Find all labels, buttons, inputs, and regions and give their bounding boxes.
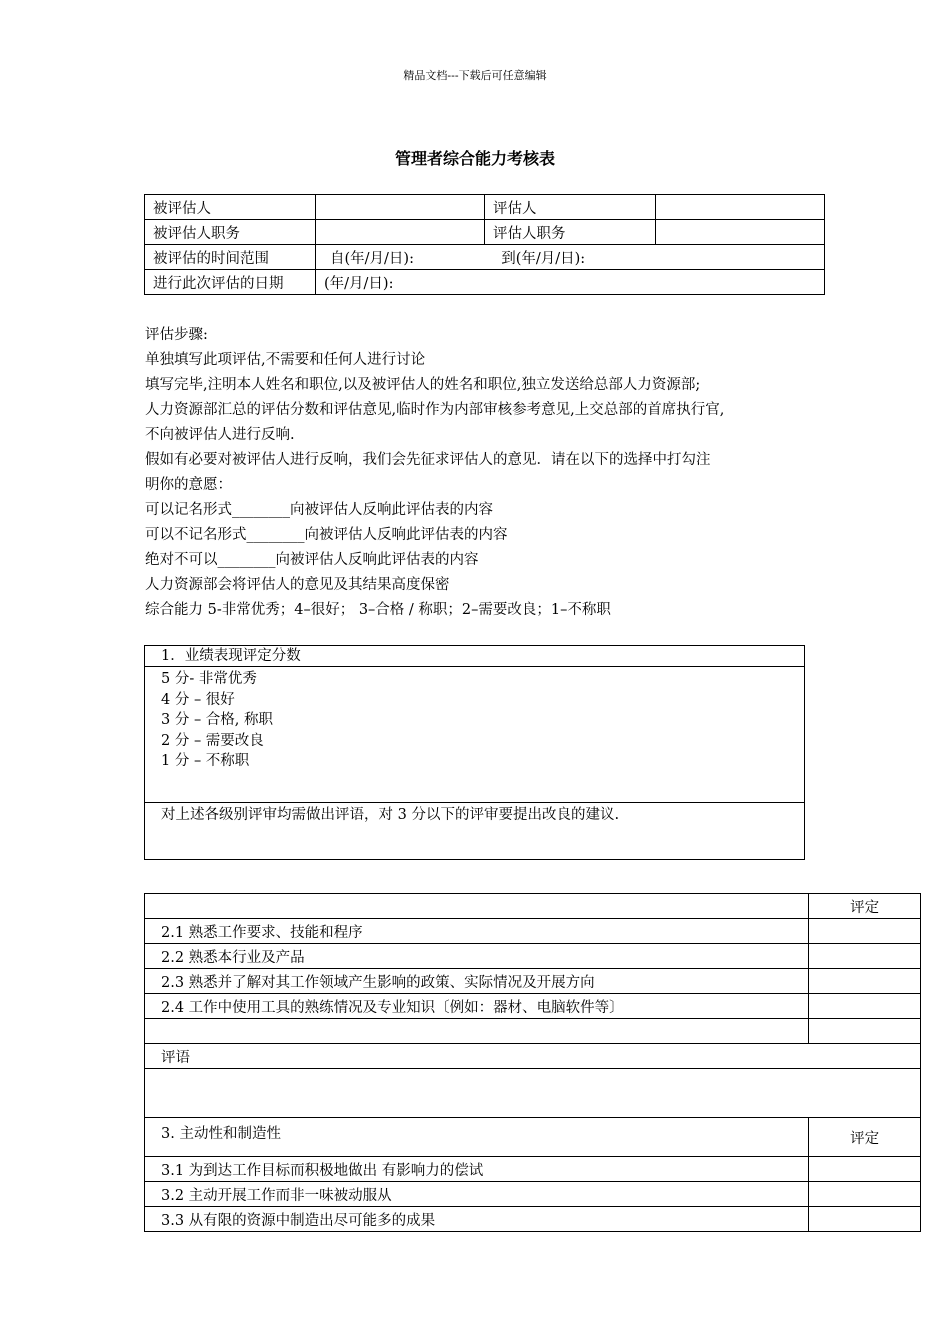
option-named[interactable]: 可以记名形式________向被评估人反响此评估表的内容	[145, 502, 493, 518]
step-line: 人力资源部会将评估人的意见及其结果高度保密	[145, 577, 450, 593]
eval-date-cell[interactable]: (年/月/日):	[316, 270, 825, 295]
section3-title: 3. 主动性和制造性	[145, 1118, 809, 1157]
step-line: 单独填写此项评估,不需要和任何人进行讨论	[145, 352, 426, 368]
rating-cell[interactable]	[809, 969, 921, 994]
table-row: 2.1 熟悉工作要求、技能和程序	[145, 919, 809, 944]
period-to: 到(年/月/日):	[501, 250, 586, 267]
rating-cell[interactable]	[809, 1019, 921, 1044]
rating-cell[interactable]	[809, 994, 921, 1019]
rating-cell[interactable]	[809, 1157, 921, 1182]
rating-cell[interactable]	[809, 944, 921, 969]
step-line: 不向被评估人进行反响.	[145, 427, 295, 443]
evaluator-value-cell[interactable]	[656, 195, 825, 220]
section1-box	[144, 645, 805, 860]
option-never[interactable]: 绝对不可以________向被评估人反响此评估表的内容	[145, 552, 479, 568]
step-line: 明你的意愿：	[145, 477, 232, 493]
period-from: 自(年/月/日):	[330, 250, 414, 267]
empty-row	[145, 1019, 809, 1044]
evaluatee-label: 被评估人	[145, 195, 316, 220]
option-anonymous[interactable]: 可以不记名形式________向被评估人反响此评估表的内容	[145, 527, 508, 543]
rating-cell[interactable]	[809, 919, 921, 944]
section1-title: 1．业绩表现评定分数	[145, 646, 804, 667]
score-line: 2 分 – 需要改良	[161, 732, 264, 749]
table-row: 2.3 熟悉并了解对其工作领域产生影响的政策、实际情况及开展方向	[145, 969, 809, 994]
score-line: 5 分- 非常优秀	[161, 671, 257, 687]
evaluator-position-cell[interactable]	[656, 220, 825, 245]
score-line: 3 分 – 合格, 称职	[161, 712, 274, 728]
competency-table	[144, 893, 921, 1232]
header-note: 精品文档---下载后可任意编辑	[403, 69, 547, 82]
score-line: 1 分 – 不称职	[161, 753, 250, 769]
evaluatee-value-cell[interactable]	[316, 195, 485, 220]
step-line: 假如有必要对被评估人进行反响，我们会先征求评估人的意见．请在以下的选择中打勾注	[145, 452, 711, 468]
comment-area[interactable]	[145, 1069, 921, 1118]
section1-note: 对上述各级别评审均需做出评语，对 3 分以下的评审要提出改良的建议.	[161, 807, 620, 823]
table-row: 2.2 熟悉本行业及产品	[145, 944, 809, 969]
evaluator-label: 评估人	[485, 195, 656, 220]
rating-cell[interactable]	[809, 1182, 921, 1207]
comment-label: 评语	[145, 1044, 921, 1069]
period-cell[interactable]	[316, 245, 825, 270]
step-line: 填写完毕,注明本人姓名和职位,以及被评估人的姓名和职位,独立发送给总部人力资源部;	[145, 377, 701, 393]
evaluatee-position-cell[interactable]	[316, 220, 485, 245]
evaluator-position-label: 评估人职务	[485, 220, 656, 245]
rating-cell[interactable]	[809, 1207, 921, 1232]
section1-scores	[145, 667, 804, 803]
table-row: 2.4 工作中使用工具的熟练情况及专业知识〔例如：器材、电脑软件等〕	[145, 994, 809, 1019]
rating-scale: 综合能力 5-非常优秀；4–很好； 3–合格 / 称职；2–需要改良；1–不称职	[145, 602, 611, 618]
section2-header-blank	[145, 894, 809, 919]
table-row: 3.3 从有限的资源中制造出尽可能多的成果	[145, 1207, 809, 1232]
step-line: 评估步骤:	[145, 327, 208, 343]
evaluation-steps	[145, 323, 825, 623]
eval-date-label: 进行此次评估的日期	[145, 270, 316, 295]
table-row: 3.1 为到达工作目标而积极地做出 有影响力的偿试	[145, 1157, 809, 1182]
evaluatee-position-label: 被评估人职务	[145, 220, 316, 245]
score-line: 4 分 – 很好	[161, 691, 235, 708]
period-label: 被评估的时间范围	[145, 245, 316, 270]
step-line: 人力资源部汇总的评估分数和评估意见,临时作为内部审核参考意见,上交总部的首席执行官,	[145, 402, 725, 418]
page-title: 管理者综合能力考核表	[394, 149, 555, 168]
table-row: 3.2 主动开展工作而非一味被动服从	[145, 1182, 809, 1207]
info-table	[144, 194, 825, 295]
section3-rating-header: 评定	[809, 1118, 921, 1157]
section2-rating-header: 评定	[809, 894, 921, 919]
